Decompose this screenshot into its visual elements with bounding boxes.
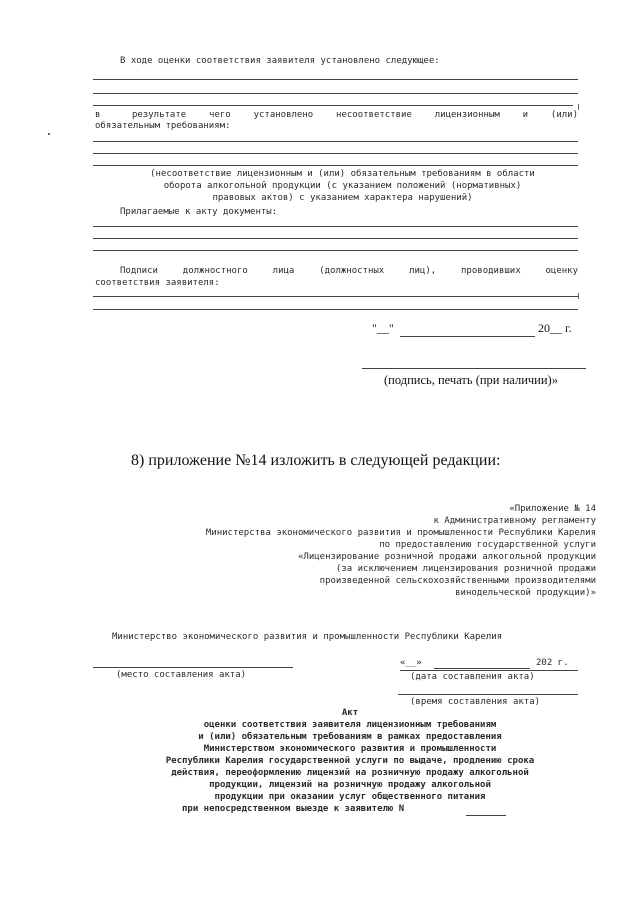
result-prefix: в	[95, 110, 101, 120]
blank-line	[93, 105, 573, 106]
blank-line	[93, 165, 578, 166]
appendix-line: к Административному регламенту	[433, 516, 596, 526]
act-title-line: продукции при оказании услуг общественного питания	[214, 792, 486, 802]
act-date-month-line	[434, 668, 530, 669]
signature-line	[362, 368, 586, 369]
act-date-year: 202 г.	[536, 658, 569, 668]
act-title-line: действия, переоформлению лицензий на розничную продажу алкогольной	[171, 768, 529, 778]
signatures-label: Подписи должностного лица (должностных лиц), проводивших оценку	[120, 266, 578, 276]
act-time-line	[398, 694, 578, 695]
scan-speck	[578, 104, 579, 110]
scan-speck	[48, 133, 50, 135]
blank-line	[93, 141, 578, 142]
blank-line	[93, 296, 578, 297]
act-title-line: оценки соответствия заявителя лицензионным требованиям	[203, 720, 497, 730]
blank-line	[93, 309, 578, 310]
result-text-cont: обязательным требованиям:	[95, 121, 231, 131]
act-title-line: продукции, лицензий на розничную продажу алкогольной	[209, 780, 491, 790]
findings-intro: В ходе оценки соответствия заявителя установлено следующее:	[120, 56, 440, 66]
amendment-heading: 8) приложение №14 изложить в следующей редакции:	[131, 452, 501, 469]
violation-note-line2: оборота алкогольной продукции (с указанием положений (нормативных)	[163, 181, 522, 191]
appendix-line: Министерства экономического развития и промышленности Республики Карелия	[205, 528, 596, 538]
act-date-line	[400, 670, 578, 671]
act-place-caption: (место составления акта)	[116, 670, 247, 680]
signature-caption: (подпись, печать (при наличии)»	[384, 373, 558, 387]
act-title-line: Министерством экономического развития и промышленности	[203, 744, 497, 754]
act-place-line	[93, 667, 293, 668]
blank-line	[93, 93, 578, 94]
blank-line	[93, 226, 578, 227]
result-text: результате чего установлено несоответствие лицензионным и (или)	[132, 110, 578, 120]
date-month-line	[400, 336, 535, 337]
act-title-line: Республики Карелия государственной услуги по выдаче, продлению срока	[165, 756, 535, 766]
act-number-line	[466, 815, 506, 816]
attached-documents-label: Прилагаемые к акту документы:	[120, 207, 278, 217]
blank-line	[93, 238, 578, 239]
appendix-line: (за исключением лицензирования розничной продажи	[335, 564, 596, 574]
act-title-line: при непосредственном выезде к заявителю N	[182, 804, 405, 814]
appendix-line: винодельческой продукции)»	[455, 588, 596, 598]
signatures-label-cont: соответствия заявителя:	[95, 278, 220, 288]
appendix-line: произведенной сельскохозяйственными производителями	[319, 576, 596, 586]
violation-note-line3: правовых актов) с указанием характера нарушений)	[212, 193, 473, 203]
ministry-name: Министерство экономического развития и промышленности Республики Карелия	[112, 632, 503, 642]
date-day: "__"	[372, 321, 394, 335]
blank-line	[93, 153, 578, 154]
act-title: Акт	[341, 708, 359, 718]
violation-note-line1: (несоответствие лицензионным и (или) обязательным требованиям в области	[150, 169, 535, 179]
blank-line	[93, 250, 578, 251]
appendix-line: «Приложение № 14	[509, 504, 596, 514]
scan-speck	[578, 293, 579, 299]
appendix-line: «Лицензирование розничной продажи алкогольной продукции	[297, 552, 596, 562]
act-title-line: и (или) обязательным требованиям в рамках предоставления	[198, 732, 502, 742]
act-date-caption: (дата составления акта)	[410, 672, 535, 682]
act-date-day: «__»	[400, 658, 422, 668]
blank-line	[93, 79, 578, 80]
act-time-caption: (время составления акта)	[410, 697, 541, 707]
date-year: 20__ г.	[538, 321, 572, 335]
appendix-line: по предоставлению государственной услуги	[379, 540, 596, 550]
